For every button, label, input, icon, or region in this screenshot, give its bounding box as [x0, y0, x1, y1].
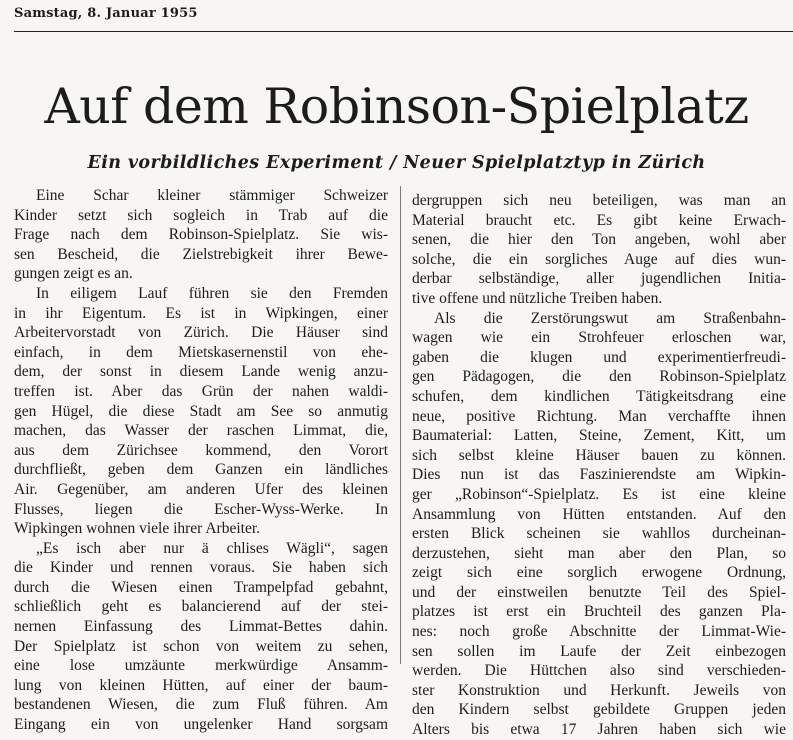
text-line: neue, positive Richtung. Man verchaffte ihnen [412, 407, 786, 425]
text-line: Der Spielplatz ist schon von weitem zu sehen, [14, 637, 388, 655]
text-line: und der einstweilen benutzte Teil des Spiel- [412, 583, 786, 601]
text-line: dergruppen sich neu beteiligen, was man an [412, 192, 786, 209]
text-line: Flusses, liegen die Escher-Wyss-Werke. In [14, 500, 388, 518]
text-line: Als die Zerstörungswut am Straßenbahn- [434, 309, 786, 327]
text-line: durch die Wiesen einen Trampelpfad gebahnt, [14, 578, 388, 596]
text-line: Ansammlung von Hütten entstanden. Auf den [412, 505, 786, 523]
article-headline: Auf dem Robinson-Spielplatz [44, 78, 749, 135]
article-subhead: Ein vorbildliches Experiment / Neuer Spielplatztyp in Zürich [87, 153, 706, 173]
text-line: lung von kleinen Hütten, auf einer der baum- [14, 676, 388, 694]
text-line: derzustehen, sieht man aber den Plan, so [412, 544, 786, 562]
text-line: derbar selbständige, aller jugendlichen Initia- [412, 270, 786, 288]
text-line: gen Pädagogen, die den Robinson-Spielplatz [412, 368, 786, 386]
text-line: eine lose umzäunte merkwürdige Ansamm- [14, 657, 388, 675]
text-line: den Kindern selbst gebildete Gruppen jeden [412, 701, 786, 719]
text-line: tive offene und nützliche Treiben haben. [412, 289, 663, 307]
text-line: gen Hügel, die diese Stadt am See so anmutig [14, 402, 388, 420]
text-line: ster Konstruktion und Herkunft. Jeweils von [412, 681, 786, 699]
text-line: Baumaterial: Latten, Steine, Zement, Kitt, um [412, 427, 786, 445]
text-line: treffen ist. Aber das Grün der nahen waldi- [14, 382, 388, 400]
text-line: schufen, dem kindlichen Tätigkeitsdrang eine [412, 387, 786, 405]
text-line: nernen Einfassung des Limmat-Bettes dahin. [14, 618, 388, 636]
text-line: gungen zeigt es an. [14, 265, 133, 283]
text-line: werden. Die Hüttchen also sind verschieden- [412, 662, 786, 680]
text-line: Air. Gegenüber, am anderen Ufer des kleinen [14, 480, 388, 498]
header-rule [14, 31, 793, 32]
text-line: sen sollen im Laufe der Zeit einbezogen [412, 642, 786, 660]
text-line: Kinder setzt sich sogleich in Trab auf die [14, 206, 388, 224]
text-line: gaben die klugen und experimentierfreudi- [412, 348, 786, 366]
dateline: Samstag, 8. Januar 1955 [14, 6, 198, 21]
text-line: bestandenen Wiesen, die zum Fluß führen. Am [14, 696, 388, 714]
text-line: zeigt sich eine sorglich erwogene Ordnung, [412, 564, 786, 582]
column-divider [400, 186, 401, 664]
text-line: ger „Robinson“-Spielplatz. Es ist eine kleine [412, 485, 786, 503]
text-line: machen, das Wasser der raschen Limmat, die, [14, 422, 388, 440]
text-line: sen Bescheid, die Zielstrebigkeit ihrer Bewe- [14, 245, 388, 263]
text-line: wagen wie ein Strohfeuer erloschen war, [412, 329, 786, 347]
text-line: schließlich geht es balancierend auf der stei- [14, 598, 388, 616]
text-line: Eine Schar kleiner stämmiger Schweizer [36, 187, 388, 204]
text-line: aus dem Zürichsee kommend, den Vorort [14, 441, 388, 459]
text-line: platzes ist erst ein Bruchteil des ganzen Pla- [412, 603, 786, 621]
text-line: Frage nach dem Robinson-Spielplatz. Sie wis- [14, 226, 388, 244]
text-line: sich selbst kleine Häuser bauen zu können. [412, 446, 786, 464]
text-line: Wipkingen wohnen viele ihrer Arbeiter. [14, 520, 261, 538]
article-column-left [14, 186, 388, 735]
text-line: durchfließt, geben dem Ganzen ein ländliches [14, 461, 388, 479]
text-line: die Kinder und rennen voraus. Sie haben sich [14, 559, 388, 577]
text-line: solche, die ein sorgliches Auge auf dies wun- [412, 250, 786, 268]
text-line: einfach, in dem Mietskasernenstil von ehe- [14, 343, 388, 361]
text-line: senen, die hier den Ton angeben, wohl aber [412, 231, 786, 249]
text-line: Arbeitervorstadt von Zürich. Die Häuser sind [14, 324, 388, 342]
text-line: Eingang ein von ungelenker Hand sorgsam [14, 716, 388, 734]
text-line: Material braucht etc. Es gibt keine Erwach- [412, 211, 786, 229]
text-line: Dies nun ist das Faszinierendste am Wipkin- [412, 466, 786, 484]
text-line: dem, der sonst in diesem Lande wenig anzu- [14, 363, 388, 381]
text-line: „Es isch aber nur ä chlises Wägli“, sagen [36, 539, 388, 557]
text-line: Alters bis etwa 17 Jahren haben sich wie [412, 721, 786, 739]
text-line: ersten Blick scheinen sie wahllos durcheinan- [412, 525, 786, 543]
article-column-right [412, 191, 786, 740]
text-line: nes: noch große Abschnitte der Limmat-Wie- [412, 623, 786, 641]
text-line: in ihr Eigentum. Es ist in Wipkingen, einer [14, 304, 388, 322]
text-line: In eiligem Lauf führen sie den Fremden [36, 284, 388, 302]
